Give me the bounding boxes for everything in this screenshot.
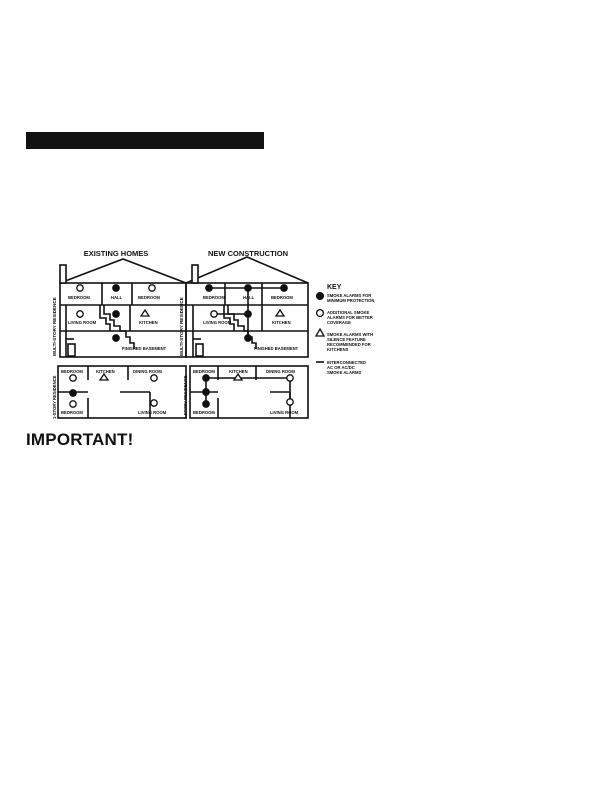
- room-label-bedroom: BEDROOM: [193, 410, 215, 415]
- open-circle-icon: [149, 285, 155, 291]
- important-heading: IMPORTANT!: [26, 430, 134, 449]
- filled-circle-icon: [113, 285, 119, 291]
- room-label-bedroom: BEDROOM: [271, 295, 293, 300]
- existing-homes-heading: EXISTING HOMES: [83, 249, 149, 258]
- key-item-2-line-2: ALARMS FOR BETTER: [327, 315, 373, 320]
- room-label-dining-room: DINING ROOM: [266, 369, 295, 374]
- room-label-dining-room: DINING ROOM: [133, 369, 162, 374]
- room-label-finished-basement: FINISHED BASEMENT: [122, 346, 167, 351]
- filled-circle-icon: [113, 335, 119, 341]
- key-item-3-line-4: KITCHENS: [327, 347, 349, 352]
- triangle-icon: [100, 374, 108, 380]
- room-label-kitchen: KITCHEN: [272, 320, 291, 325]
- room-label-bedroom: BEDROOM: [193, 369, 215, 374]
- filled-circle-icon: [203, 389, 209, 395]
- room-label-bedroom: BEDROOM: [61, 369, 83, 374]
- room-label-bedroom: BEDROOM: [138, 295, 160, 300]
- room-label-living-room: LIVING ROOM: [203, 320, 232, 325]
- key-item-4-line-3: SMOKE ALARMS: [327, 370, 362, 375]
- key-filled-circle-icon: [317, 293, 324, 300]
- open-circle-icon: [287, 399, 293, 405]
- open-circle-icon: [151, 375, 157, 381]
- room-label-living-room: LIVING ROOM: [68, 320, 97, 325]
- key-item-3-line-1: SMOKE ALARMS WITH: [327, 332, 374, 337]
- open-circle-icon: [77, 285, 83, 291]
- room-label-kitchen: KITCHEN: [96, 369, 115, 374]
- key-item-1-line-2: MINIMUM PROTECTION: [327, 298, 375, 303]
- room-label-bedroom: BEDROOM: [68, 295, 90, 300]
- key-item-1-line-1: SMOKE ALARMS FOR: [327, 293, 372, 298]
- open-circle-icon: [70, 401, 76, 407]
- filled-circle-icon: [245, 285, 251, 291]
- filled-circle-icon: [281, 285, 287, 291]
- new-multi-story-house: [186, 257, 308, 357]
- key-item-4-line-2: AC OR AC/DC: [327, 365, 355, 370]
- key-item-3-line-2: SILENCE FEATURE: [327, 337, 366, 342]
- open-circle-icon: [151, 400, 157, 406]
- room-label-kitchen: KITCHEN: [229, 369, 248, 374]
- existing-multi-story-label: MULTI-STORY RESIDENCE: [52, 297, 57, 356]
- new-construction-heading: NEW CONSTRUCTION: [208, 249, 288, 258]
- room-label-bedroom: BEDROOM: [61, 410, 83, 415]
- key-triangle-icon: [316, 329, 324, 336]
- new-multi-story-label: MULTI-STORY RESIDENCE: [179, 297, 184, 356]
- filled-circle-icon: [113, 311, 119, 317]
- key-item-2-line-3: COVERAGE: [327, 320, 351, 325]
- triangle-icon: [276, 310, 284, 316]
- existing-multi-story-house: [60, 259, 186, 357]
- room-label-kitchen: KITCHEN: [139, 320, 158, 325]
- key-item-2-line-1: ADDITIONAL SMOKE: [327, 310, 370, 315]
- open-circle-icon: [287, 375, 293, 381]
- existing-one-story-label: 1-STORY RESIDENCE: [52, 375, 57, 419]
- key-title: KEY: [327, 284, 342, 291]
- filled-circle-icon: [245, 311, 251, 317]
- room-label-living-room: LIVING ROOM: [138, 410, 167, 415]
- triangle-icon: [234, 374, 242, 380]
- open-circle-icon: [77, 311, 83, 317]
- new-one-story-label: 1-STORY RESIDENCE: [183, 375, 188, 419]
- room-label-finished-basement: FINISHED BASEMENT: [254, 346, 299, 351]
- room-label-hall: HALL: [111, 295, 123, 300]
- key-open-circle-icon: [317, 310, 324, 317]
- filled-circle-icon: [206, 285, 212, 291]
- open-circle-icon: [211, 311, 217, 317]
- room-label-living-room: LIVING ROOM: [270, 410, 299, 415]
- room-label-hall: HALL: [243, 295, 255, 300]
- filled-circle-icon: [203, 375, 209, 381]
- filled-circle-icon: [70, 390, 76, 396]
- room-label-bedroom: BEDROOM: [203, 295, 225, 300]
- key-item-3-line-3: RECOMMENDED FOR: [327, 342, 371, 347]
- filled-circle-icon: [203, 401, 209, 407]
- open-circle-icon: [70, 375, 76, 381]
- filled-circle-icon: [245, 335, 251, 341]
- key-item-4-line-1: INTERCONNECTED: [327, 360, 367, 365]
- triangle-icon: [141, 310, 149, 316]
